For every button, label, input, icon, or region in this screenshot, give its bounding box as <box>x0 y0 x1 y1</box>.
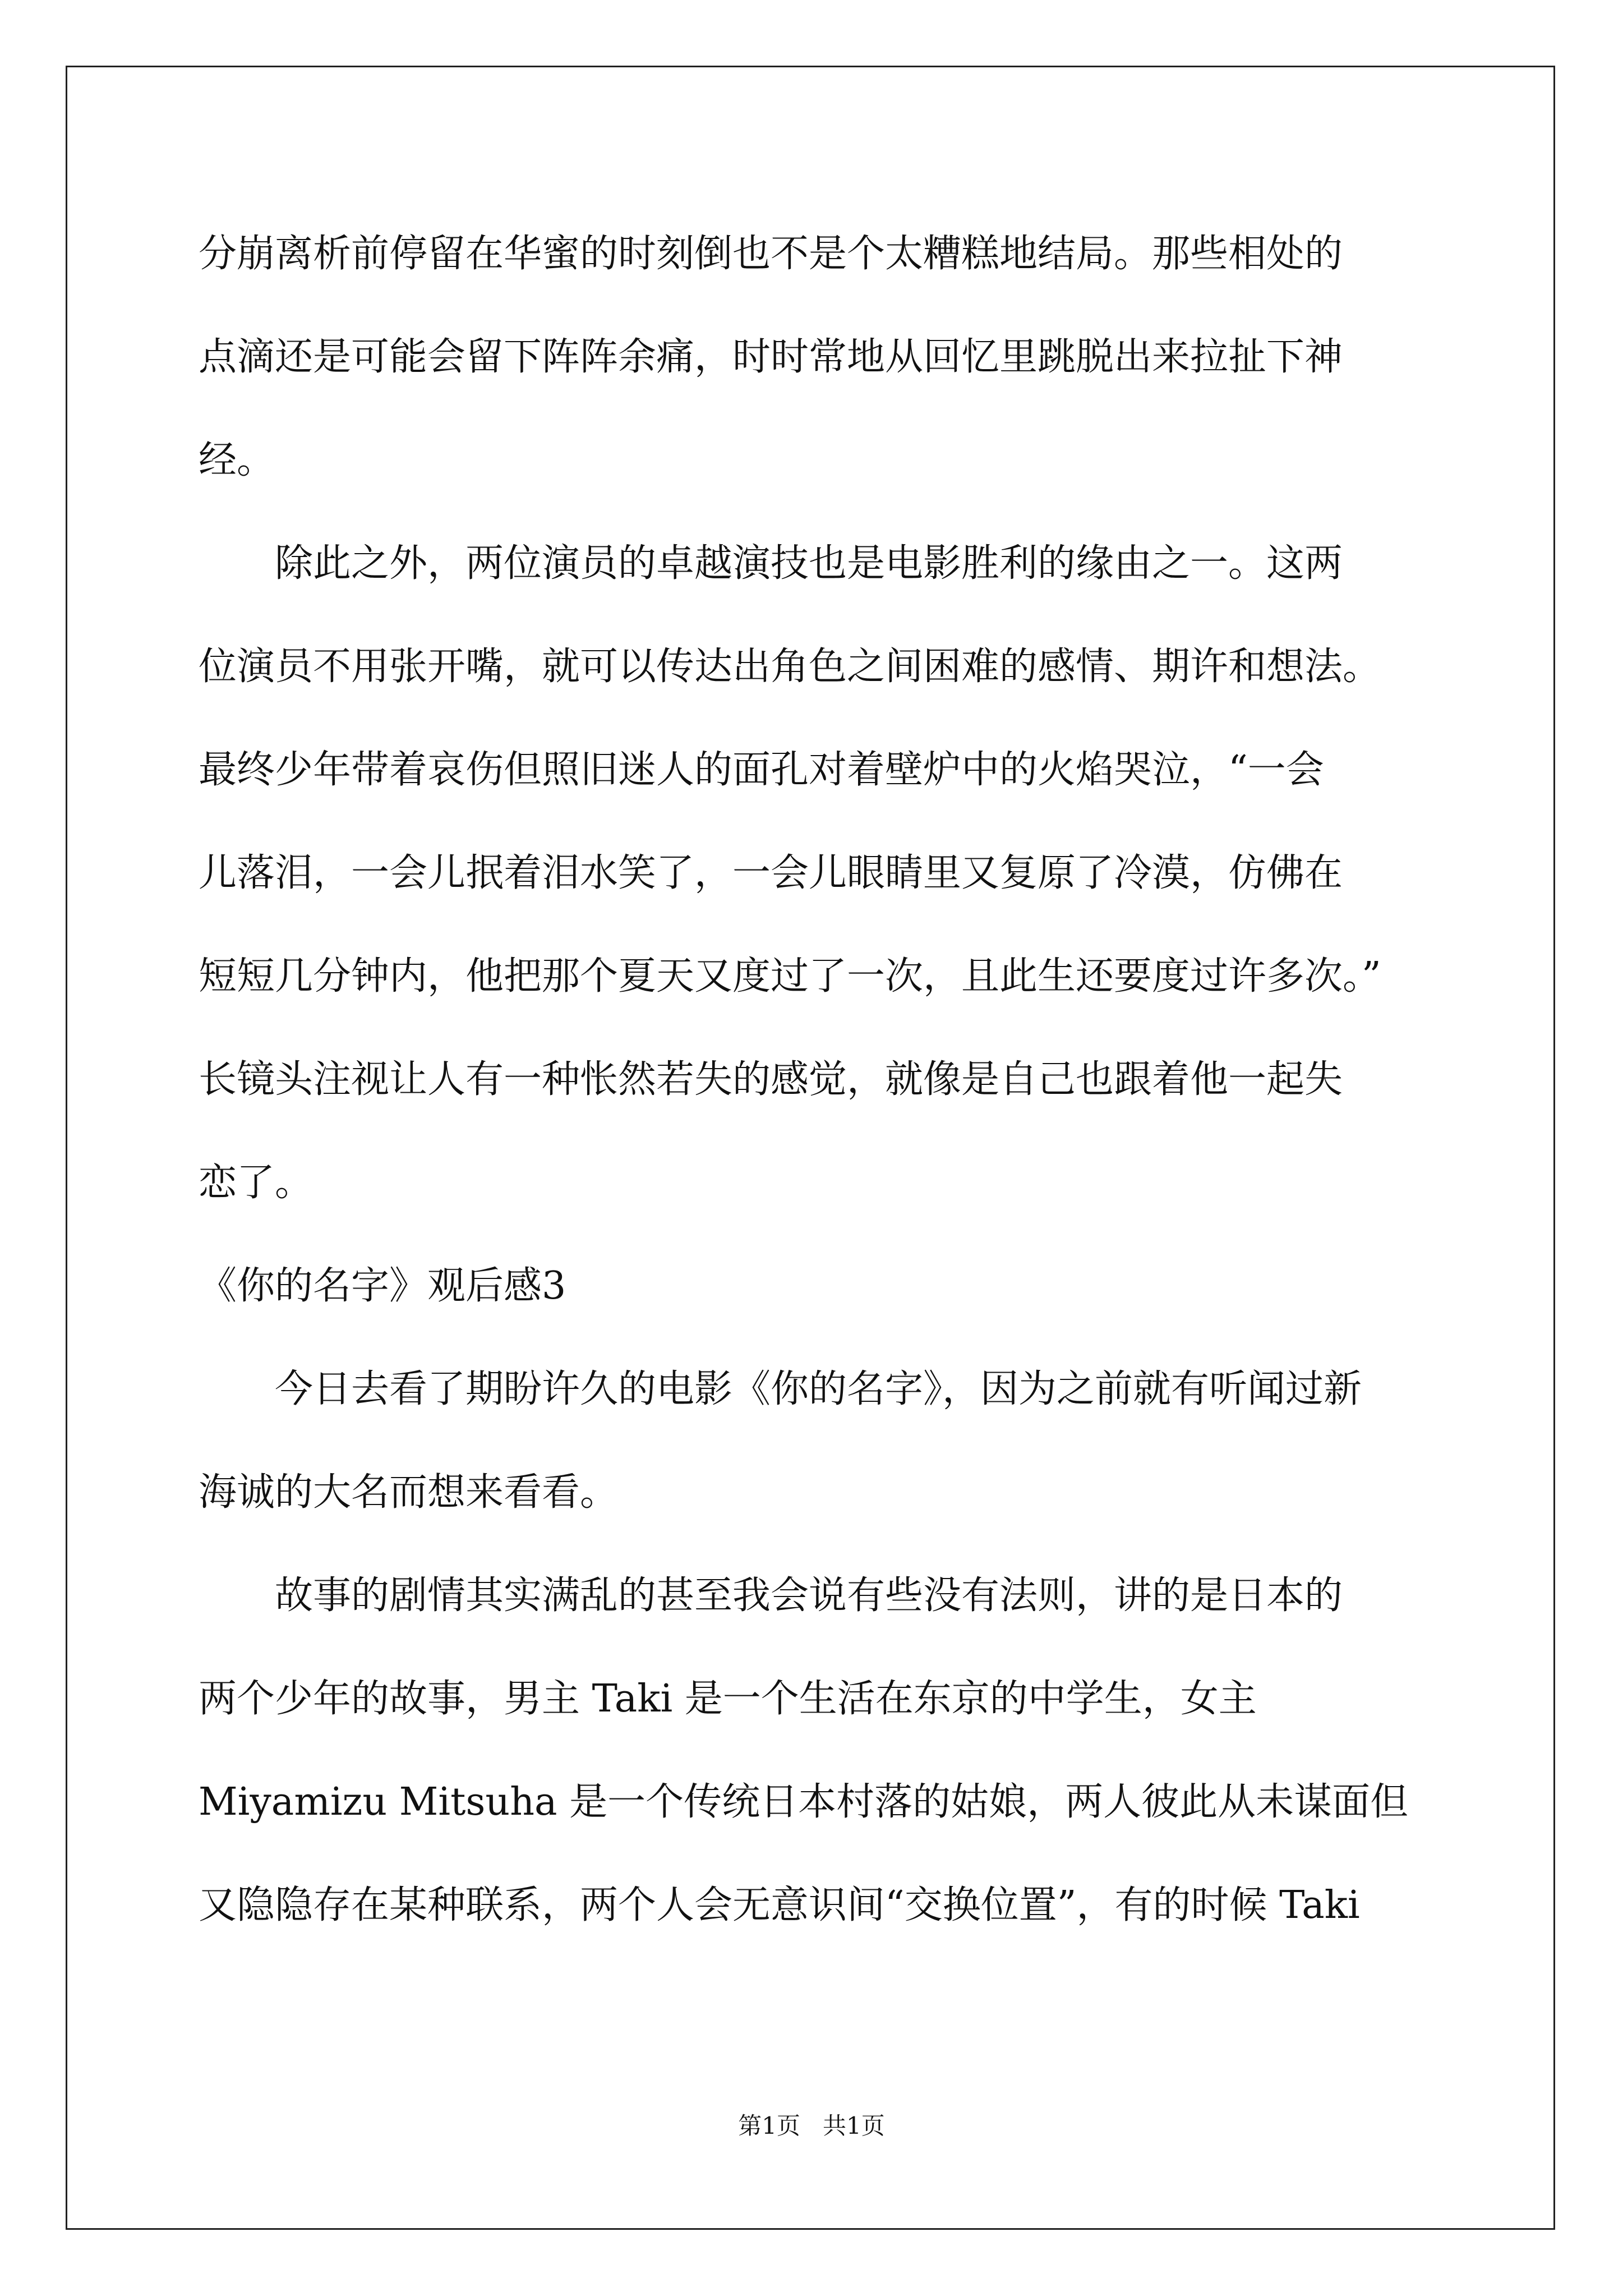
text-line: 分崩离析前停留在华蜜的时刻倒也不是个太糟糕地结局。那些相处的 <box>199 232 1343 276</box>
document-body <box>199 203 1432 1957</box>
text-line: 短短几分钟内，他把那个夏天又度过了一次，且此生还要度过许多次。” <box>199 954 1381 999</box>
section-heading: 《你的名字》观后感3 <box>199 1264 566 1308</box>
text-line: 今日去看了期盼许久的电影《你的名字》，因为之前就有听闻过新 <box>275 1367 1362 1411</box>
text-line: 又隐隐存在某种联系，两个人会无意识间“交换位置”，有的时候 Taki <box>199 1883 1360 1927</box>
text-line: 位演员不用张开嘴，就可以传达出角色之间困难的感情、期许和想法。 <box>199 645 1381 689</box>
text-line: 点滴还是可能会留下阵阵余痛，时时常地从回忆里跳脱出来拉扯下神 <box>199 335 1343 379</box>
text-line: 两个少年的故事，男主 Taki 是一个生活在东京的中学生，女主 <box>199 1677 1257 1721</box>
text-line: 除此之外，两位演员的卓越演技也是电影胜利的缘由之一。这两 <box>275 541 1343 586</box>
page-footer: 第1页 共1页 <box>738 2112 885 2139</box>
text-line: 最终少年带着哀伤但照旧迷人的面孔对着壁炉中的火焰哭泣，“一会 <box>199 748 1324 792</box>
text-line: Miyamizu Mitsuha 是一个传统日本村落的姑娘，两人彼此从未谋面但 <box>199 1780 1409 1824</box>
text-line: 故事的剧情其实满乱的甚至我会说有些没有法则，讲的是日本的 <box>275 1573 1343 1618</box>
text-line: 长镜头注视让人有一种怅然若失的感觉，就像是自己也跟着他一起失 <box>199 1057 1343 1102</box>
text-line: 恋了。 <box>199 1161 313 1205</box>
text-line: 经。 <box>199 438 275 482</box>
text-line: 儿落泪，一会儿抿着泪水笑了，一会儿眼睛里又复原了冷漠，仿佛在 <box>199 851 1343 895</box>
text-line: 海诚的大名而想来看看。 <box>199 1470 619 1515</box>
